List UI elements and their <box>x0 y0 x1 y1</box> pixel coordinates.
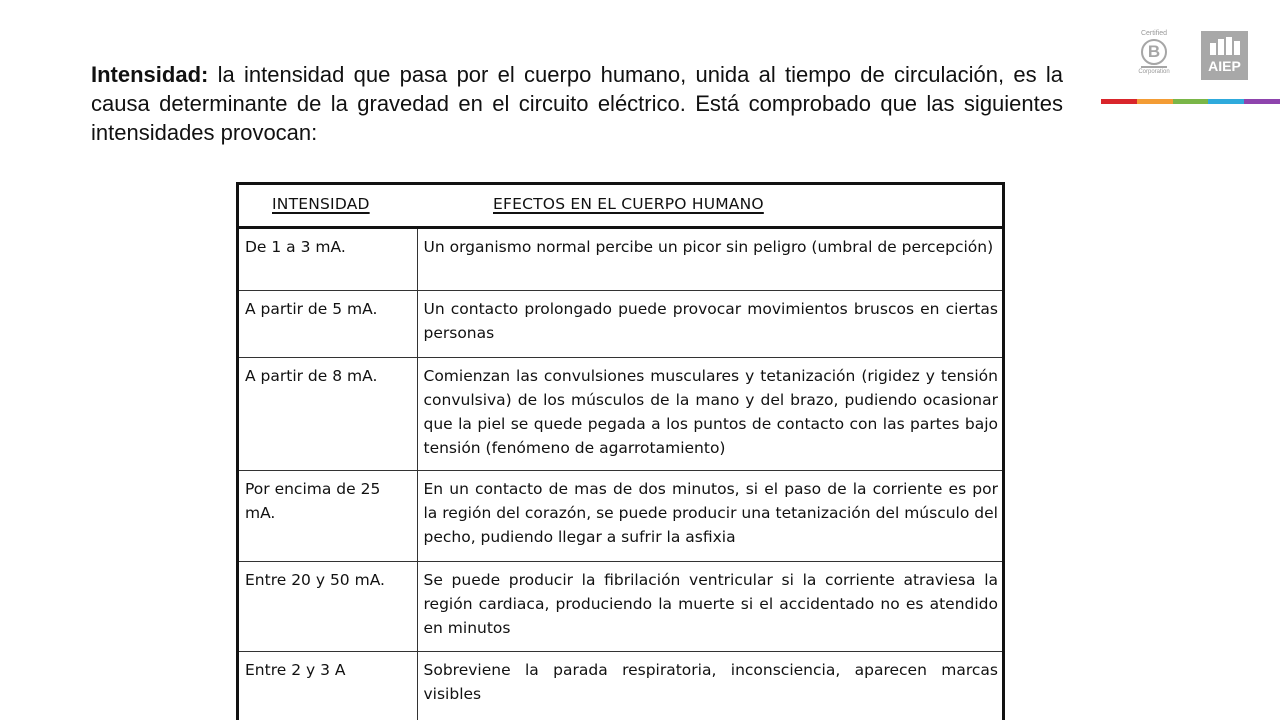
bcorp-divider <box>1141 66 1167 68</box>
intensity-cell: A partir de 5 mA. <box>239 290 417 357</box>
bcorp-top-text: Certified <box>1140 30 1168 37</box>
effect-cell: Un contacto prolongado puede provocar movimientos bruscos en ciertas personas <box>417 290 1002 357</box>
color-bar-segment <box>1137 99 1173 104</box>
table-row <box>239 561 1002 651</box>
aiep-logo <box>1201 31 1248 80</box>
intro-paragraph <box>91 60 1063 147</box>
header-intensity: INTENSIDAD <box>239 185 417 227</box>
aiep-logo-text: AIEP <box>1208 58 1241 74</box>
building-icon <box>1210 37 1240 55</box>
table-row <box>239 227 1002 290</box>
effect-cell: Un organismo normal percibe un picor sin peligro (umbral de percepción) <box>423 237 994 256</box>
table-header-row <box>239 185 1002 227</box>
effect-cell: En un contacto de mas de dos minutos, si el paso de la corriente es por la región del corazón, se puede producir una tetanización del músculo del pecho, pudiendo llegar a sufrir la asfixia <box>417 470 1002 561</box>
table-row <box>239 290 1002 357</box>
effect-cell: Comienzan las convulsiones musculares y tetanización (rigidez y tensión convulsiva) de los músculos de la mano y del brazo, pudiendo ocasionar que la piel se quede pegada a los puntos de contacto con las partes bajo tensión (fenómeno de agarrotamiento) <box>417 357 1002 470</box>
bcorp-logo <box>1134 30 1174 80</box>
color-bar-segment <box>1208 99 1244 104</box>
brand-color-bar <box>1101 99 1280 104</box>
table-body <box>239 227 1002 720</box>
intro-label: Intensidad: <box>91 62 209 87</box>
intensity-cell: De 1 a 3 mA. <box>239 227 417 290</box>
bcorp-letter: B <box>1141 39 1167 65</box>
intensity-effects-table <box>236 182 1005 720</box>
effect-cell: Sobreviene la parada respiratoria, inconsciencia, aparecen marcas visibles <box>417 651 1002 720</box>
table-row <box>239 651 1002 720</box>
color-bar-segment <box>1173 99 1209 104</box>
intensity-cell: Entre 20 y 50 mA. <box>239 561 417 651</box>
effect-cell: Se puede producir la fibrilación ventricular si la corriente atraviesa la región cardiaca, produciendo la muerte si el accidentado no es atendido en minutos <box>417 561 1002 651</box>
color-bar-segment <box>1244 99 1280 104</box>
header-effects: EFECTOS EN EL CUERPO HUMANO <box>417 185 1002 227</box>
intensity-cell: Entre 2 y 3 A <box>239 651 417 720</box>
color-bar-segment <box>1101 99 1137 104</box>
intro-text: la intensidad que pasa por el cuerpo humano, unida al tiempo de circulación, es la causa determinante de la gravedad en el circuito eléctrico. Está comprobado que las siguientes intensidades provocan: <box>91 62 1063 145</box>
bcorp-bottom-text: Corporation <box>1138 69 1170 75</box>
table-row <box>239 470 1002 561</box>
table-row <box>239 357 1002 470</box>
intensity-cell: A partir de 8 mA. <box>239 357 417 470</box>
intensity-cell: Por encima de 25 mA. <box>239 470 417 561</box>
